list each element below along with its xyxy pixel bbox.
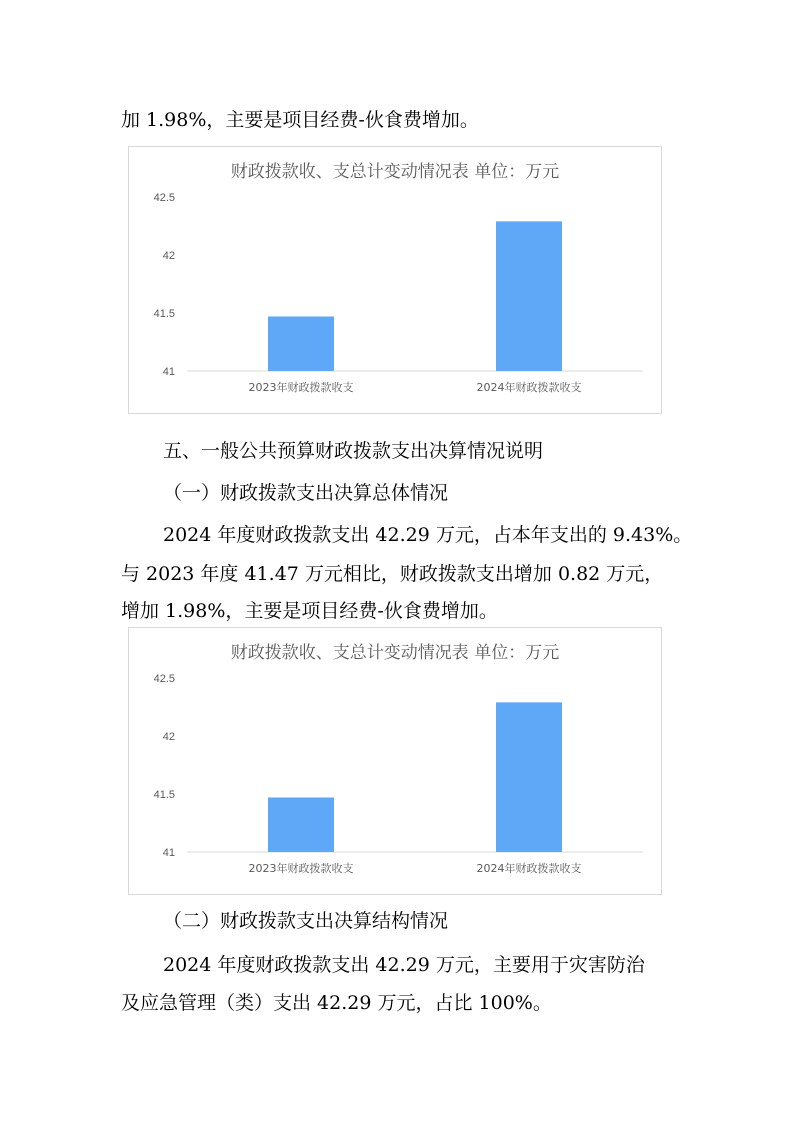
bar-chart — [128, 627, 662, 895]
bar-chart — [128, 146, 662, 414]
subsection-heading: （二）财政拨款支出决算结构情况 — [163, 910, 449, 932]
y-tick-label: 41.5 — [153, 789, 175, 801]
y-tick-label: 42 — [162, 731, 175, 743]
y-tick-label: 42 — [162, 250, 175, 262]
x-tick-label: 2023年财政拨款收支 — [248, 381, 354, 394]
paragraph-line: 及应急管理（类）支出 42.29 万元，占比 100%。 — [121, 992, 552, 1014]
y-tick-label: 42.5 — [153, 192, 175, 204]
subsection-heading: （一）财政拨款支出决算总体情况 — [163, 482, 449, 504]
chart-plot — [129, 628, 663, 896]
bar — [496, 702, 562, 852]
paragraph-line: 与 2023 年度 41.47 万元相比，财政拨款支出增加 0.82 万元， — [121, 563, 664, 585]
y-tick-label: 41.5 — [153, 308, 175, 320]
section-heading: 五、一般公共预算财政拨款支出决算情况说明 — [163, 440, 544, 462]
bar — [268, 797, 334, 852]
y-tick-label: 41 — [162, 366, 175, 378]
chart-plot — [129, 147, 663, 415]
paragraph-line: 加 1.98%，主要是项目经费-伙食费增加。 — [121, 109, 479, 131]
y-tick-label: 42.5 — [153, 673, 175, 685]
x-tick-label: 2023年财政拨款收支 — [248, 862, 354, 875]
paragraph-line: 2024 年度财政拨款支出 42.29 万元，主要用于灾害防治 — [163, 954, 645, 976]
bar — [496, 221, 562, 371]
chart-title: 财政拨款收、支总计变动情况表 单位：万元 — [230, 643, 560, 663]
chart-title: 财政拨款收、支总计变动情况表 单位：万元 — [230, 162, 560, 182]
paragraph-line: 2024 年度财政拨款支出 42.29 万元，占本年支出的 9.43%。 — [163, 524, 693, 546]
x-tick-label: 2024年财政拨款收支 — [476, 381, 582, 394]
x-tick-label: 2024年财政拨款收支 — [476, 862, 582, 875]
paragraph-line: 增加 1.98%，主要是项目经费-伙食费增加。 — [121, 600, 498, 622]
y-tick-label: 41 — [162, 847, 175, 859]
bar — [268, 316, 334, 371]
